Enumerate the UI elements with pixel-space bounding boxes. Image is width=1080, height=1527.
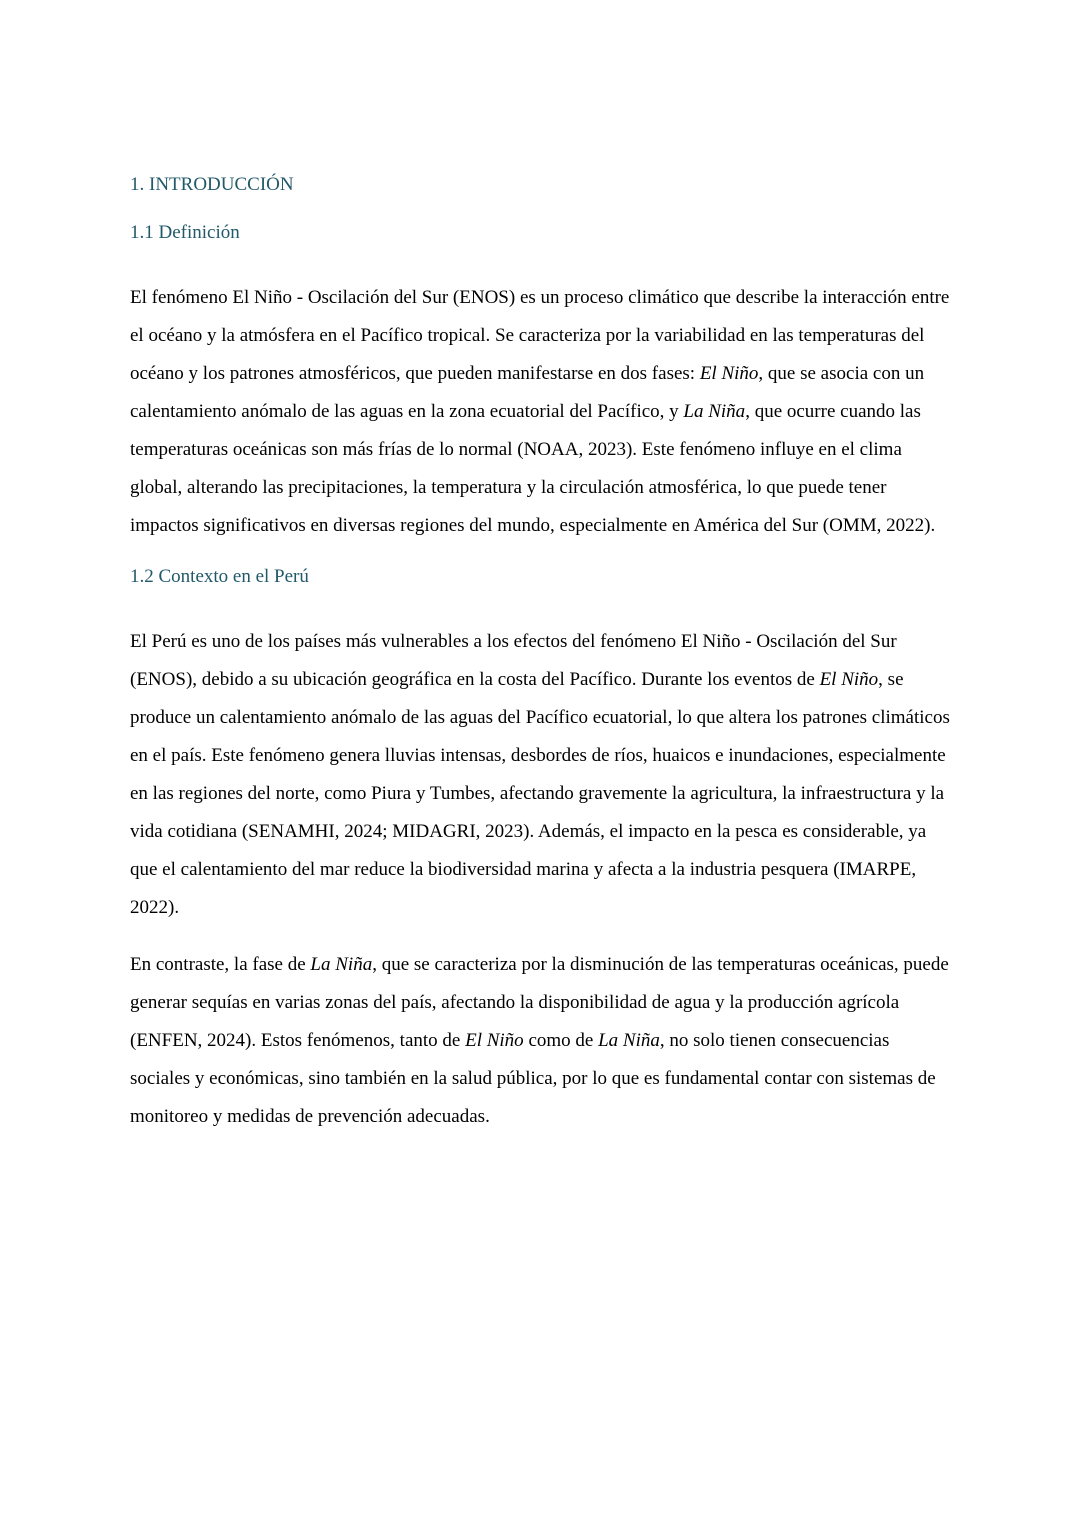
italic-text-run: La Niña <box>310 954 373 975</box>
text-run: , que ocurre cuando las temperaturas oceánicas son más frías de lo normal (NOAA, 2023). Este fenómeno influye en el clima global, alterando las precipitaciones, la temperatura y la circulación atmosférica, lo que puede tener impactos significativos en diversas regiones del mundo, especialmente en América del Sur (OMM, 2022). <box>130 401 936 536</box>
paragraph-contexto-peru-2 <box>130 946 950 1136</box>
paragraph-definicion <box>130 279 950 545</box>
italic-text-run: El Niño <box>465 1030 524 1051</box>
italic-text-run: El Niño <box>819 669 879 690</box>
section-definicion <box>130 220 950 545</box>
section-contexto-peru <box>130 564 950 1136</box>
text-run: , que se caracteriza por la disminución de las temperaturas oceánicas, puede generar sequías en varias zonas del país, afectando la disponibilidad de agua y la producción agrícola (ENFEN, 2024). Estos fenómenos, tanto de <box>130 954 949 1051</box>
paragraph-contexto-peru-1 <box>130 623 950 927</box>
section-heading-definicion: 1.1 Definición <box>130 222 240 243</box>
text-run: como de <box>523 1030 599 1051</box>
section-heading-contexto-peru: 1.2 Contexto en el Perú <box>130 566 309 587</box>
text-run: , se produce un calentamiento anómalo de las aguas del Pacífico ecuatorial, lo que altera los patrones climáticos en el país. Este fenómeno genera lluvias intensas, desbordes de ríos, huaicos e inundaciones, especialmente en las regiones del norte, como Piura y Tumbes, afectando gravemente la agricultura, la infraestructura y la vida cotidiana (SENAMHI, 2024; MIDAGRI, 2023). Además, el impacto en la pesca es considerable, ya que el calentamiento del mar reduce la biodiversidad marina y afecta a la industria pesquera (IMARPE, 2022). <box>130 669 950 918</box>
text-run: , no solo tienen consecuencias sociales y económicas, sino también en la salud pública, por lo que es fundamental contar con sistemas de monitoreo y medidas de prevención adecuadas. <box>130 1030 936 1127</box>
italic-text-run: La Niña <box>598 1030 660 1051</box>
text-run: , que se asocia con un calentamiento anómalo de las aguas en la zona ecuatorial del Pacífico, y <box>130 363 925 422</box>
text-run: En contraste, la fase de <box>130 954 311 975</box>
italic-text-run: El Niño <box>699 363 759 384</box>
italic-text-run: La Niña <box>683 401 746 422</box>
text-run: El fenómeno El Niño - Oscilación del Sur (ENOS) es un proceso climático que describe la interacción entre el océano y la atmósfera en el Pacífico tropical. Se caracteriza por la variabilidad en las temperaturas del océano y los patrones atmosféricos, que pueden manifestarse en dos fases: <box>130 287 950 384</box>
main-heading: 1. INTRODUCCIÓN <box>130 174 294 195</box>
text-run: El Perú es uno de los países más vulnerables a los efectos del fenómeno El Niño - Oscilación del Sur (ENOS), debido a su ubicación geográfica en la costa del Pacífico. Durante los eventos de <box>130 631 897 690</box>
